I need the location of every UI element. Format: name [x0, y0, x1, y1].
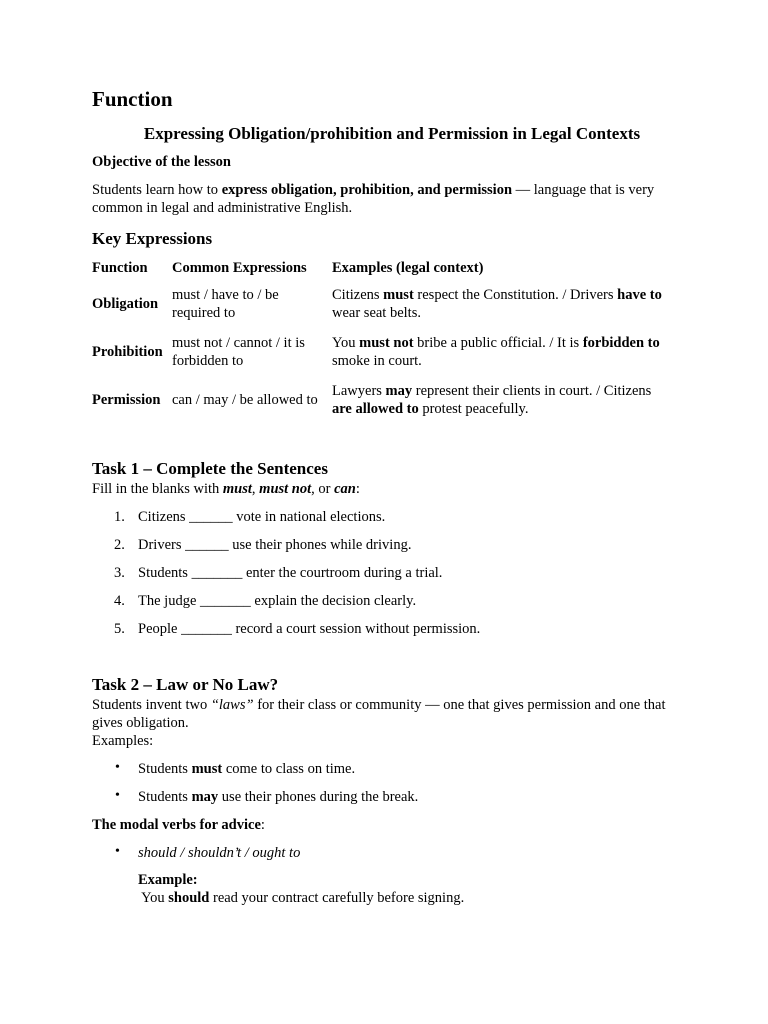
task2-heading: Task 2 – Law or No Law? [92, 675, 279, 694]
bullet-icon: • [115, 844, 120, 859]
table-cell-expressions: must / have to / be required to [172, 287, 279, 321]
list-item: 2. Drivers ______ use their phones while driving. [114, 537, 412, 553]
table-row [90, 376, 676, 424]
task1-list [92, 508, 680, 648]
list-item: 3. Students _______ enter the courtroom during a trial. [114, 565, 443, 581]
task1-instructions: Fill in the blanks with must, must not, or can: [92, 481, 360, 497]
advice-example-label: Example: [138, 872, 198, 888]
page-subtitle: Expressing Obligation/prohibition and Permission in Legal Contexts [143, 124, 641, 143]
objective-heading: Objective of the lesson [92, 154, 231, 170]
advice-example-sentence: You should read your contract carefully before signing. [138, 890, 465, 906]
table-cell-function: Permission [92, 392, 161, 408]
table-header-function: Function [92, 260, 148, 276]
list-item: • Students must come to class on time. [115, 760, 356, 777]
objective-paragraph: Students learn how to express obligation, prohibition, and permission — language that is very common in legal and administrative English. [92, 182, 655, 216]
page-title: Function [92, 87, 173, 111]
list-item: • should / shouldn’t / ought to [115, 844, 301, 861]
table-cell-expressions: must not / cannot / it is forbidden to [172, 335, 305, 369]
table-cell-example: You must not bribe a public official. / It is forbidden to smoke in court. [332, 335, 660, 369]
task2-paragraph: Students invent two “laws” for their class or community — one that gives permission and one that gives obligation. [92, 697, 666, 731]
advice-list [92, 844, 680, 872]
list-item: 1. Citizens ______ vote in national elections. [114, 509, 386, 525]
task1-heading: Task 1 – Complete the Sentences [92, 459, 328, 478]
advice-heading: The modal verbs for advice: [92, 817, 265, 833]
table-cell-expressions: can / may / be allowed to [172, 392, 318, 408]
bullet-icon: • [115, 760, 120, 775]
table-header-examples: Examples (legal context) [332, 260, 484, 276]
table-cell-example: Citizens must respect the Constitution. / Drivers have to wear seat belts. [332, 287, 662, 321]
bullet-icon: • [115, 788, 120, 803]
task2-bullets [92, 760, 680, 816]
table-cell-function: Prohibition [92, 344, 163, 360]
list-item: • Students may use their phones during the break. [115, 788, 419, 805]
table-cell-function: Obligation [92, 296, 159, 312]
table-header-expressions: Common Expressions [172, 260, 307, 276]
list-item: 5. People _______ record a court session without permission. [114, 621, 481, 637]
list-item: 4. The judge _______ explain the decision clearly. [114, 593, 417, 609]
task2-examples-label: Examples: [92, 733, 154, 749]
table-row [90, 328, 676, 376]
table-header-row [90, 256, 676, 280]
key-expressions-table [90, 256, 676, 424]
key-expressions-heading: Key Expressions [92, 229, 213, 248]
table-cell-example: Lawyers may represent their clients in court. / Citizens are allowed to protest peacefully. [332, 383, 652, 417]
table-row [90, 280, 676, 328]
